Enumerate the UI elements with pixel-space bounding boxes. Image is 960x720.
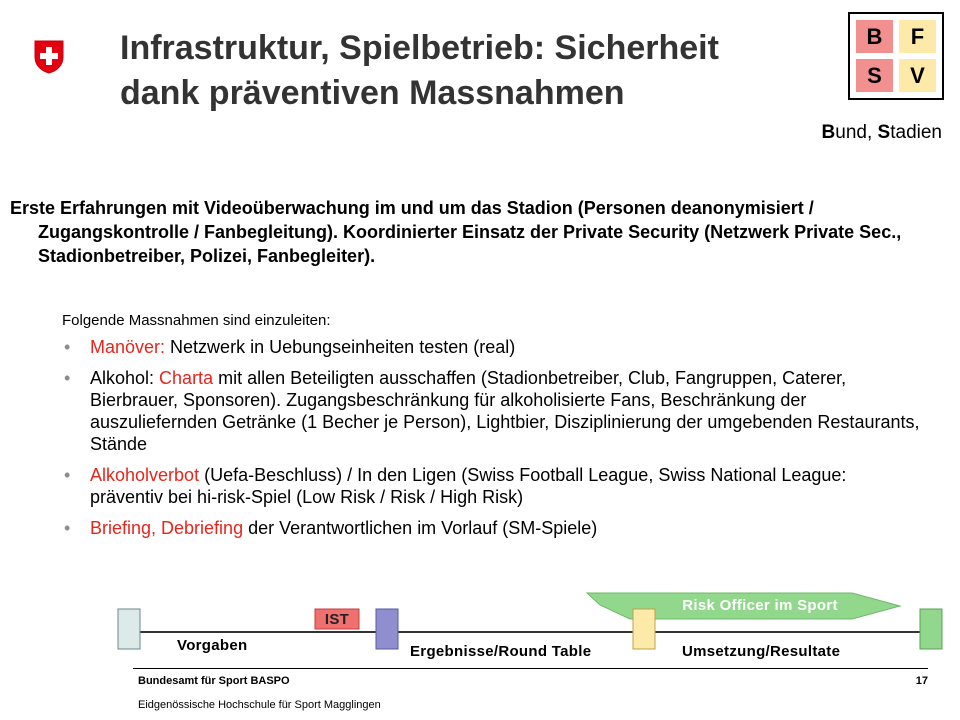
- grid-cell-s: S: [856, 59, 893, 92]
- subtitle-mid: und,: [835, 122, 878, 143]
- bullet-keyword: Alkoholverbot: [90, 465, 200, 485]
- list-item: [64, 517, 924, 539]
- footer-school: Eidgenössische Hochschule für Sport Magglingen: [138, 699, 381, 711]
- ergebnisse-label: Ergebnisse/Round Table: [410, 643, 592, 660]
- lead-text: Folgende Massnahmen sind einzuleiten:: [62, 312, 331, 329]
- bullet-icon: •: [64, 465, 71, 485]
- risk-officer-label: Risk Officer im Sport: [682, 597, 838, 614]
- grid-cell-b: B: [856, 20, 893, 53]
- bullet-keyword: Briefing, Debriefing: [90, 518, 244, 538]
- subtitle-s: S: [877, 122, 891, 143]
- ist-label: IST: [324, 611, 350, 628]
- list-item: [64, 367, 924, 455]
- bullet-icon: •: [64, 337, 71, 357]
- bullet-icon: •: [64, 368, 71, 388]
- bullet-text: (Uefa-Beschluss) / In den Ligen (Swiss Football League, Swiss National League: präventiv bei hi-risk-Spiel (Low Risk / Risk / High Risk): [90, 465, 847, 507]
- umsetzung-label: Umsetzung/Resultate: [682, 643, 841, 660]
- marker-start: [118, 609, 140, 649]
- bullet-keyword: Manöver:: [90, 337, 166, 357]
- title-line-1: Infrastruktur, Spielbetrieb: Sicherheit: [120, 29, 719, 67]
- title-line-2: dank präventiven Massnahmen: [120, 74, 625, 112]
- footer-organization: Bundesamt für Sport BASPO: [138, 675, 290, 687]
- measures-list: [64, 336, 924, 548]
- bullet-prefix: Alkohol:: [90, 368, 160, 388]
- marker-umsetzung: [633, 609, 655, 649]
- subtitle-b: B: [821, 122, 836, 143]
- list-item: [64, 464, 924, 508]
- bullet-text: mit allen Beteiligten ausschaffen (Stadionbetreiber, Club, Fangruppen, Caterer, Bierbrauer, Sponsoren). Zugangsbeschränkung für alkoholisierte Fans, Beschränkung der auszuliefernden Getränke (1 Becher je Person), Lightbier, Disziplinierung der umgebenden Restaurants, Stände: [90, 368, 920, 454]
- grid-cell-v: V: [899, 59, 936, 92]
- list-item: [64, 336, 924, 358]
- grid-cell-f: F: [899, 20, 936, 53]
- bullet-text: der Verantwortlichen im Vorlauf (SM-Spiele): [243, 518, 598, 538]
- process-timeline: [0, 585, 960, 665]
- footer-divider: [133, 668, 928, 669]
- intro-paragraph: Erste Erfahrungen mit Videoüberwachung im und um das Stadion (Personen deanonymisiert / Zugangskontrolle / Fanbegleitung). Koordinierter Einsatz der Private Security (Netzwerk Private Sec., Stadionbetreiber, Polizei, Fanbegleiter).: [10, 198, 902, 266]
- bullet-text: Netzwerk in Uebungseinheiten testen (real): [165, 337, 516, 357]
- vorgaben-label: Vorgaben: [177, 637, 248, 654]
- subtitle-end: tadien: [890, 122, 942, 143]
- marker-end: [920, 609, 942, 649]
- bfsv-grid: [848, 12, 944, 100]
- marker-ergebnisse: [376, 609, 398, 649]
- bullet-keyword: Charta: [159, 368, 214, 388]
- grid-subtitle: [790, 122, 942, 144]
- bullet-icon: •: [64, 518, 71, 538]
- swiss-coat-of-arms-logo: [34, 40, 64, 74]
- slide-title: [120, 26, 820, 116]
- page-number: 17: [915, 675, 928, 687]
